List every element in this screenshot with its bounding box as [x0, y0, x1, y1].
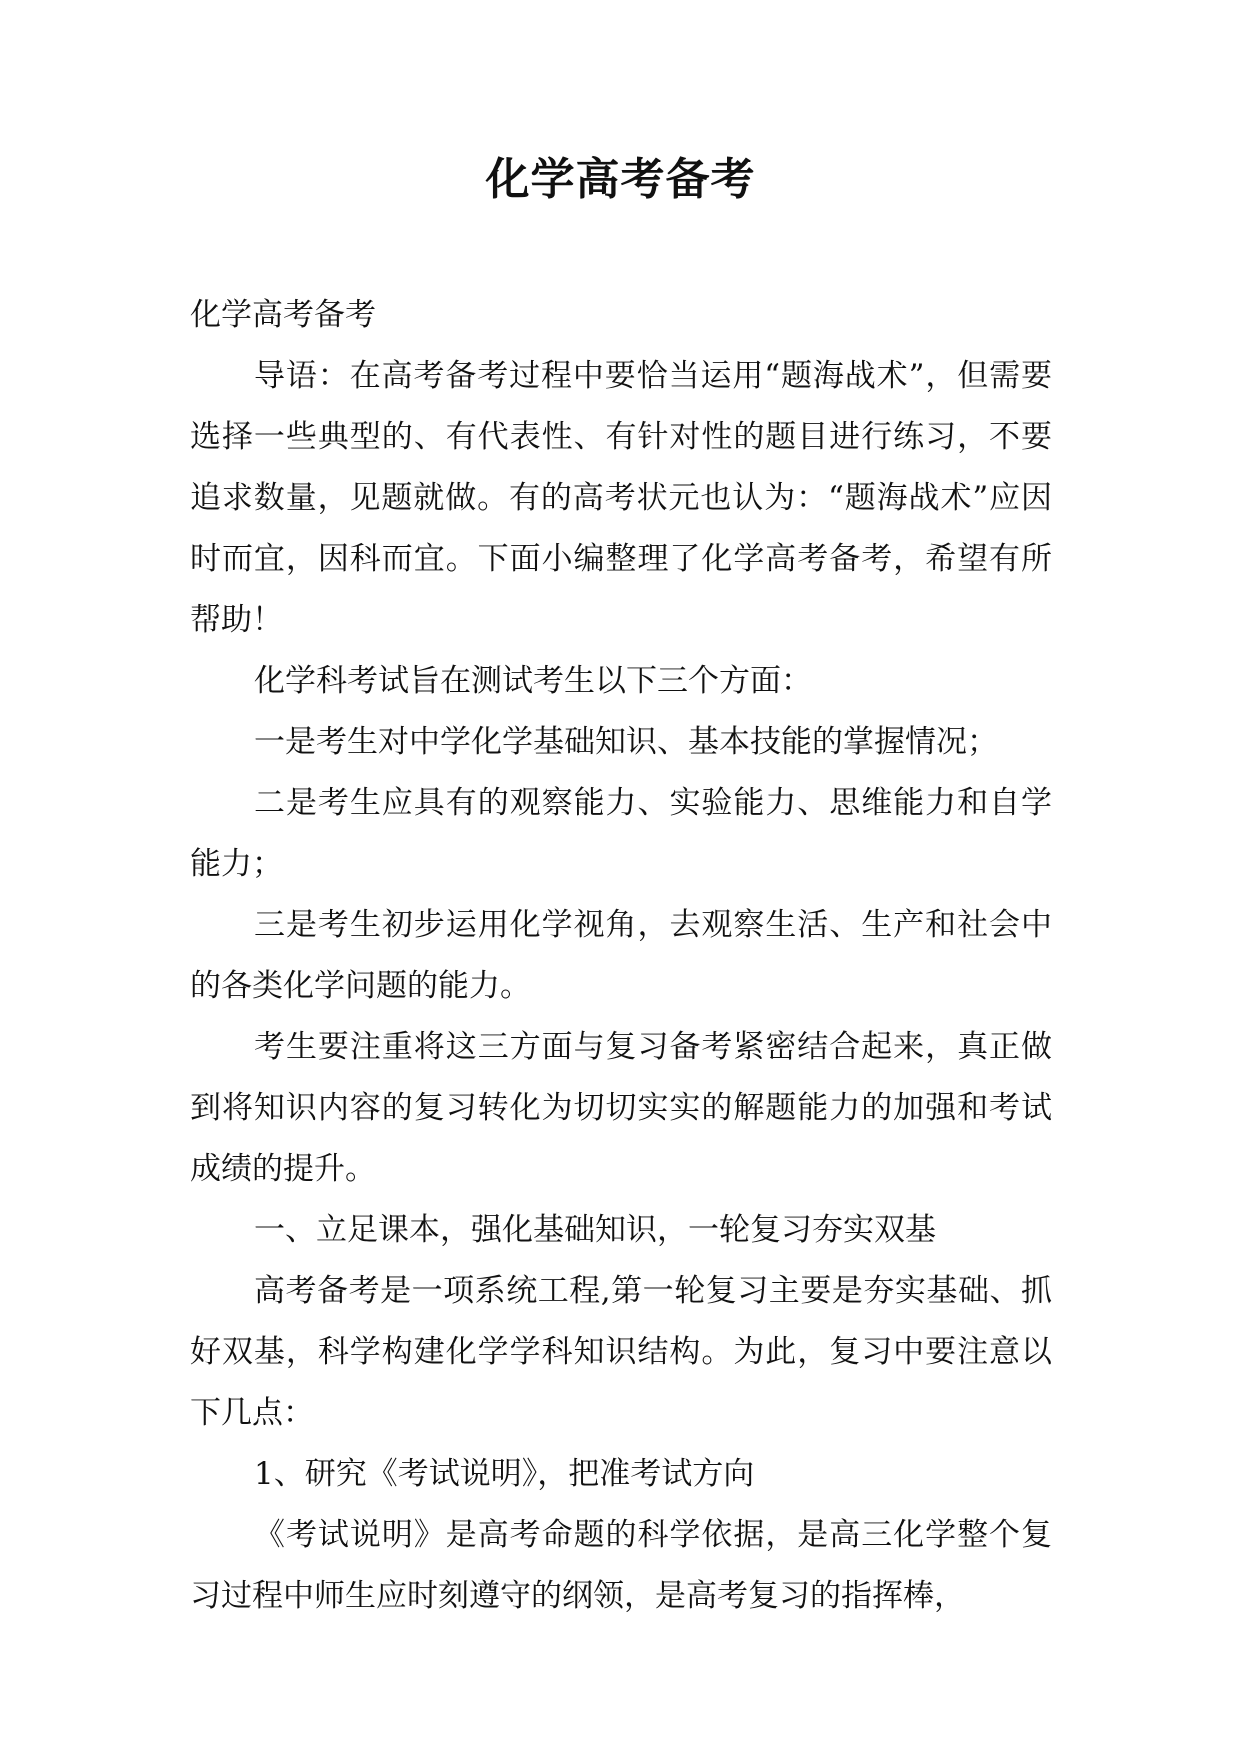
- subsection-heading: 1、研究《考试说明》，把准考试方向: [254, 1456, 755, 1492]
- list-item-paragraph: 二是考生应具有的观察能力、实验能力、思维能力和自学能力；: [190, 785, 1052, 882]
- section-heading: 一、立足课本，强化基础知识，一轮复习夯实双基: [254, 1212, 936, 1248]
- document-body: [190, 285, 1052, 1627]
- intro-paragraph: 导语：在高考备考过程中要恰当运用“题海战术”，但需要选择一些典型的、有代表性、有针对性的题目进行练习，不要追求数量，见题就做。有的高考状元也认为：“题海战术”应因时而宜，因科而宜。下面小编整理了化学高考备考，希望有所帮助！: [190, 358, 1052, 638]
- list-item-paragraph: 三是考生初步运用化学视角，去观察生活、生产和社会中的各类化学问题的能力。: [190, 907, 1052, 1004]
- document-title: 化学高考备考: [485, 154, 756, 205]
- paragraph: 高考备考是一项系统工程,第一轮复习主要是夯实基础、抓好双基，科学构建化学学科知识结构。为此，复习中要注意以下几点：: [190, 1273, 1052, 1431]
- list-item-paragraph: 一是考生对中学化学基础知识、基本技能的掌握情况；: [254, 724, 998, 760]
- subtitle-paragraph: 化学高考备考: [190, 297, 376, 333]
- paragraph: 考生要注重将这三方面与复习备考紧密结合起来，真正做到将知识内容的复习转化为切切实实的解题能力的加强和考试成绩的提升。: [190, 1029, 1052, 1187]
- paragraph: 《考试说明》是高考命题的科学依据，是高三化学整个复习过程中师生应时刻遵守的纲领，是高考复习的指挥棒，: [190, 1517, 1052, 1614]
- paragraph: 化学科考试旨在测试考生以下三个方面：: [254, 663, 812, 699]
